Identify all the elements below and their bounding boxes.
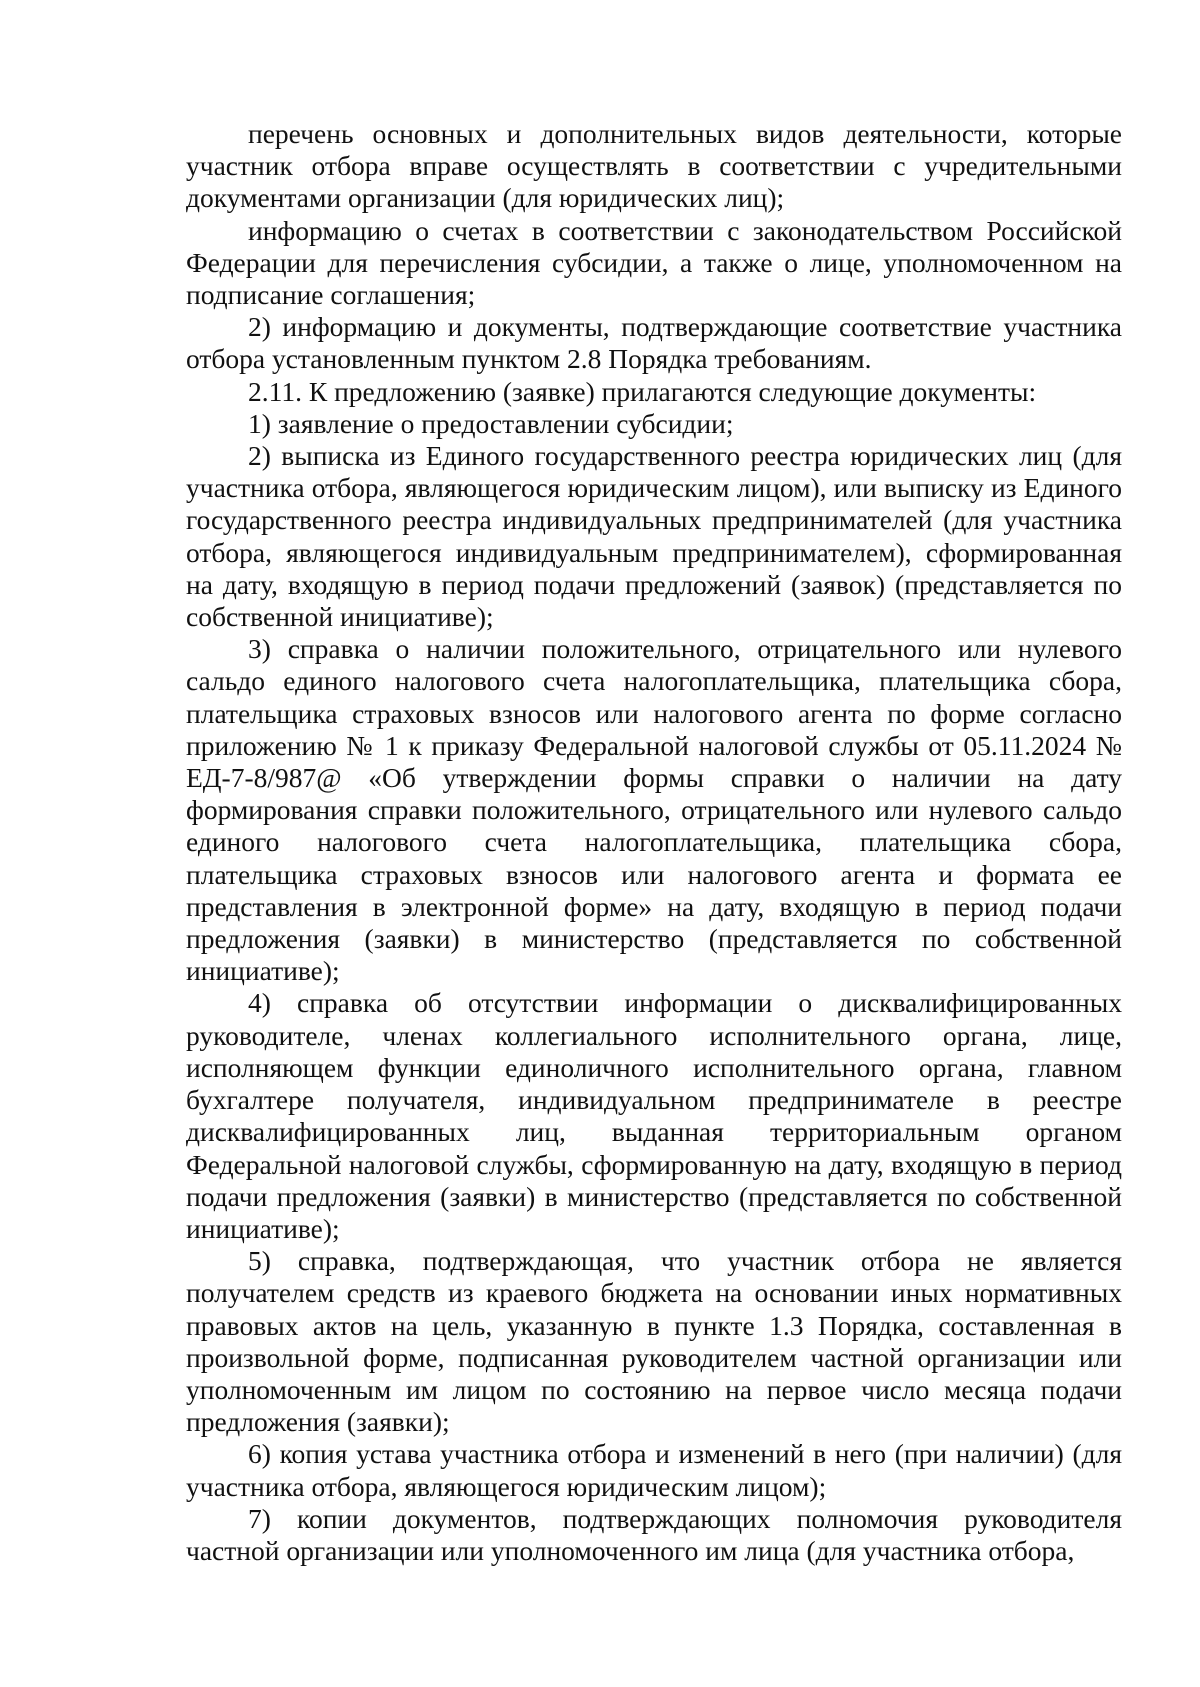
paragraph-compliance-docs: 2) информацию и документы, подтверждающие соответствие участника отбора установленным пунктом 2.8 Порядка требованиям. <box>186 311 1122 375</box>
document-page <box>186 118 1122 1567</box>
paragraph-item-7: 7) копии документов, подтверждающих полномочия руководителя частной организации или уполномоченного им лица (для участника отбора, <box>186 1502 1122 1566</box>
paragraph-item-1: 1) заявление о предоставлении субсидии; <box>248 407 734 439</box>
paragraph-activities-list: перечень основных и дополнительных видов деятельности, которые участник отбора вправе осуществлять в соответствии с учредительными документами организации (для юридических лиц); <box>186 118 1122 214</box>
paragraph-item-5: 5) справка, подтверждающая, что участник отбора не является получателем средств из краевого бюджета на основании иных нормативных правовых актов на цель, указанную в пункте 1.3 Порядка, составленная в произвольной форме, подписанная руководителем частной организации или уполномоченным им лицом по состоянию на первое число месяца подачи предложения (заявки); <box>186 1245 1122 1438</box>
paragraph-item-6: 6) копия устава участника отбора и изменений в него (при наличии) (для участника отбора, являющегося юридическим лицом); <box>186 1438 1122 1502</box>
paragraph-section-2-11: 2.11. К предложению (заявке) прилагаются следующие документы: <box>248 375 1037 407</box>
paragraph-accounts-info: информацию о счетах в соответствии с законодательством Российской Федерации для перечисления субсидии, а также о лице, уполномоченном на подписание соглашения; <box>186 214 1122 311</box>
paragraph-item-2: 2) выписка из Единого государственного реестра юридических лиц (для участника отбора, являющегося юридическим лицом), или выписку из Единого государственного реестра индивидуальных предпринимателей (для участника отбора, являющегося индивидуальным предпринимателем), сформированная на дату, входящую в период подачи предложений (заявок) (представляется по собственной инициативе); <box>186 440 1122 633</box>
paragraph-item-4: 4) справка об отсутствии информации о дисквалифицированных руководителе, членах коллегиального исполнительного органа, лице, исполняющем функции единоличного исполнительного органа, главном бухгалтере получателя, индивидуальном предпринимателе в реестре дисквалифицированных лиц, выданная территориальным органом Федеральной налоговой службы, сформированную на дату, входящую в период подачи предложения (заявки) в министерство (представляется по собственной инициативе); <box>186 987 1122 1244</box>
paragraph-item-3: 3) справка о наличии положительного, отрицательного или нулевого сальдо единого налогового счета налогоплательщика, плательщика сбора, плательщика страховых взносов или налогового агента по форме согласно приложению № 1 к приказу Федеральной налоговой службы от 05.11.2024 № ЕД-7-8/987@ «Об утверждении формы справки о наличии на дату формирования справки положительного, отрицательного или нулевого сальдо единого налогового счета налогоплательщика, плательщика сбора, плательщика страховых взносов или налогового агента и формата ее представления в электронной форме» на дату, входящую в период подачи предложения (заявки) в министерство (представляется по собственной инициативе); <box>186 633 1122 987</box>
